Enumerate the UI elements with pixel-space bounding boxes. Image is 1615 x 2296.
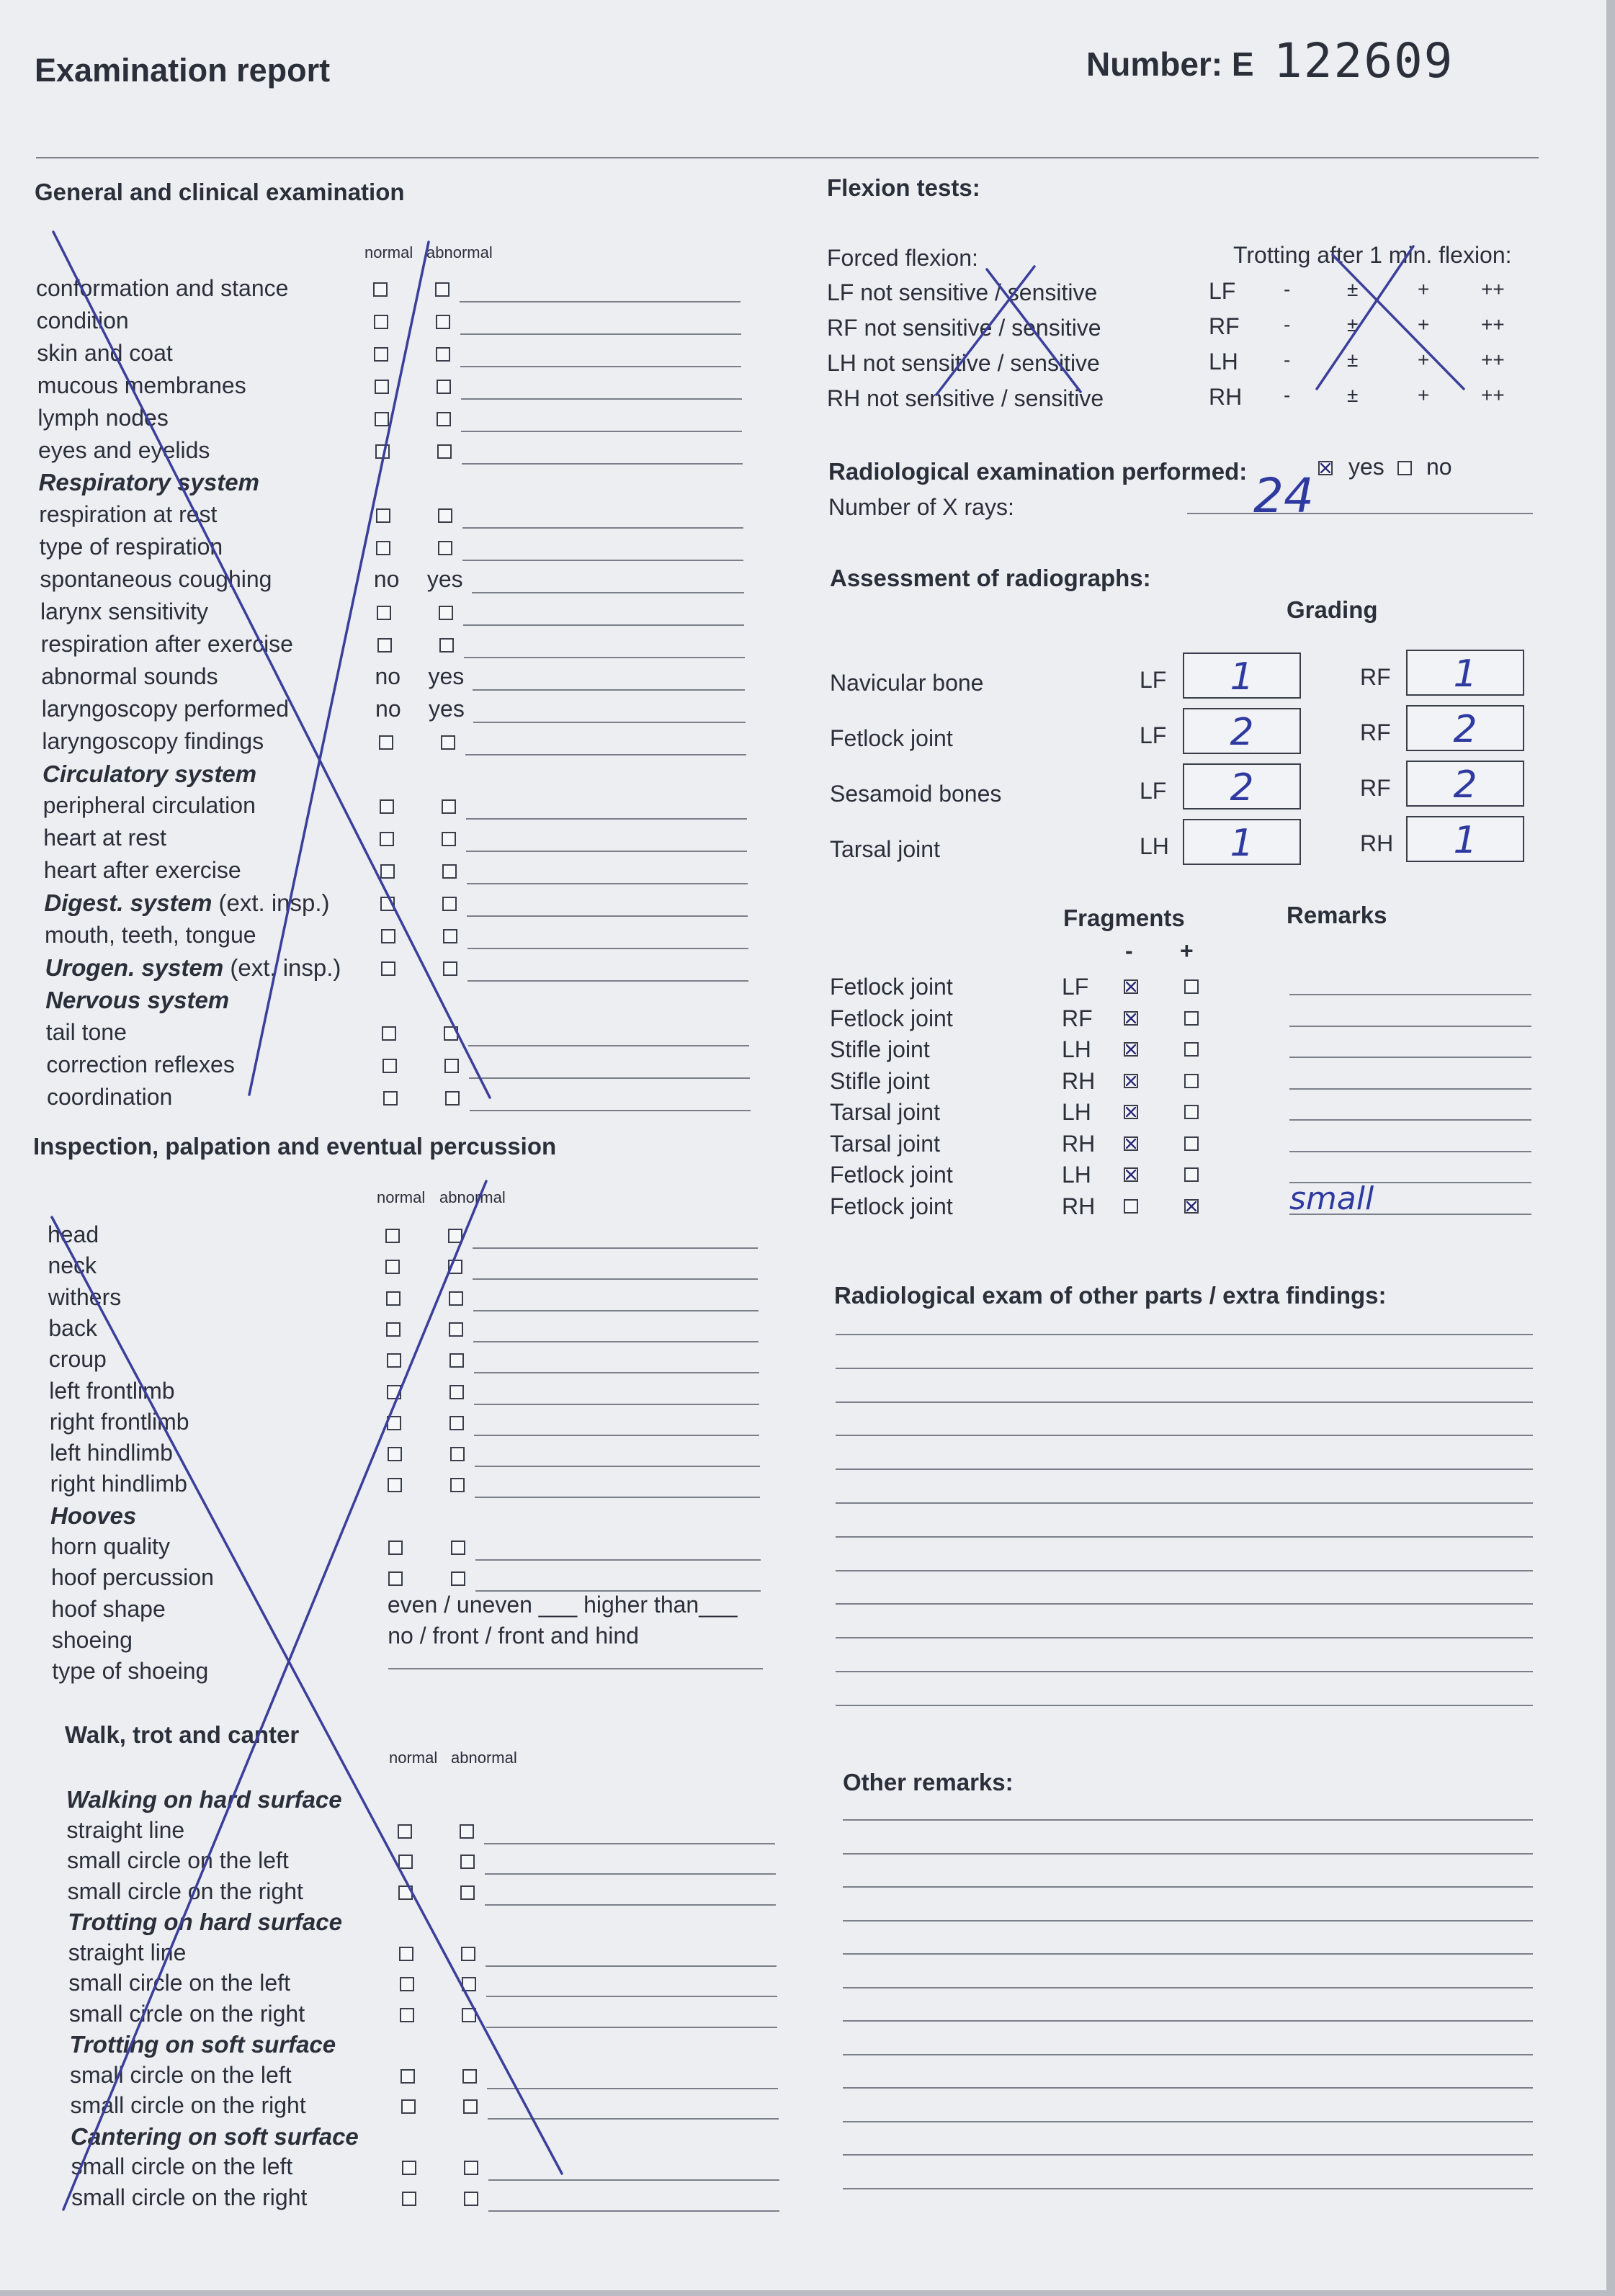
walk-col-abnormal: abnormal — [451, 1749, 517, 1767]
general-row-label: mucous membranes — [37, 372, 246, 398]
inspection-row-label: horn quality — [50, 1533, 170, 1559]
general-group-heading: Circulatory system — [42, 760, 257, 787]
walk-row-label: small circle on the right — [71, 2184, 308, 2210]
general-group-heading: Digest. system (ext. insp.) — [44, 889, 330, 917]
report-number-label: Number: E — [1086, 45, 1254, 83]
walk-group-heading: Trotting on hard surface — [68, 1909, 342, 1935]
inspection-row-label: type of shoeing — [52, 1658, 209, 1685]
assessment-leg2: RF — [1360, 664, 1391, 690]
inspection-col-normal: normal — [377, 1188, 426, 1206]
flexion-title: Flexion tests: — [827, 174, 980, 201]
strike-inspection-b — [63, 1181, 486, 2210]
trot-scale-option[interactable]: + — [1418, 278, 1430, 300]
radiological-no-label: no — [1426, 454, 1452, 480]
strike-trot-b — [1333, 255, 1464, 389]
trot-leg-label: LF — [1209, 278, 1236, 304]
assessment-leg1: LF — [1140, 778, 1167, 804]
assessment-title: Assessment of radiographs: — [830, 565, 1151, 591]
trot-scale-option[interactable]: - — [1284, 349, 1291, 371]
trotting-flexion-label: Trotting after 1 min. flexion: — [1233, 242, 1512, 268]
walk-group-heading: Walking on hard surface — [66, 1786, 342, 1813]
fragments-plus-header: + — [1180, 938, 1194, 964]
trot-scale-option[interactable]: ± — [1347, 313, 1359, 336]
xrays-label: Number of X rays: — [828, 494, 1014, 520]
assessment-leg2: RF — [1360, 719, 1391, 745]
walk-row-label: small circle on the left — [68, 1970, 290, 1996]
walk-row-label: straight line — [66, 1816, 185, 1843]
walk-row-label: small circle on the left — [67, 1847, 289, 1873]
grade-value-1: 1 — [1230, 822, 1254, 865]
general-row-label: type of respiration — [39, 534, 223, 560]
general-yes-option[interactable]: yes — [426, 566, 463, 593]
assessment-row-label: Fetlock joint — [830, 725, 953, 751]
general-row-label: skin and coat — [37, 339, 173, 366]
fragment-joint-label: Tarsal joint — [830, 1130, 940, 1157]
inspection-row-label: hoof percussion — [50, 1564, 214, 1591]
assessment-leg1: LF — [1140, 667, 1167, 693]
inspection-row-label: shoeing — [51, 1626, 133, 1653]
grade-value-1: 1 — [1230, 655, 1254, 699]
general-yes-option[interactable]: yes — [428, 663, 465, 689]
inspection-row-label: left hindlimb — [50, 1440, 173, 1466]
trot-scale-option[interactable]: + — [1418, 384, 1430, 406]
inspection-row-label: hoof shape — [51, 1595, 166, 1622]
fragment-joint-label: Tarsal joint — [830, 1099, 940, 1125]
general-no-option[interactable]: no — [375, 695, 401, 722]
walk-row-label: straight line — [68, 1939, 187, 1965]
other-parts-title: Radiological exam of other parts / extra findings: — [834, 1282, 1387, 1309]
fragment-leg-label: RH — [1062, 1193, 1096, 1219]
trot-scale-option[interactable]: ++ — [1481, 384, 1505, 406]
fragment-joint-label: Fetlock joint — [830, 1162, 953, 1188]
fragment-leg-label: LH — [1062, 1099, 1091, 1125]
trot-leg-label: RF — [1209, 313, 1240, 339]
radiological-performed-label: Radiological examination performed: — [828, 458, 1248, 485]
assessment-leg2: RF — [1360, 775, 1391, 801]
assessment-row-label: Navicular bone — [830, 670, 984, 696]
walk-row-label: small circle on the left — [71, 2153, 293, 2179]
general-row-label: heart at rest — [43, 825, 166, 851]
general-col-normal: normal — [364, 243, 413, 261]
forced-flexion-label: Forced flexion: — [827, 245, 978, 271]
forced-flexion-option[interactable]: RH not sensitive / sensitive — [827, 385, 1104, 411]
forced-flexion-option[interactable]: LF not sensitive / sensitive — [827, 279, 1098, 305]
trot-scale-option[interactable]: ± — [1347, 349, 1359, 371]
fragment-joint-label: Fetlock joint — [830, 974, 953, 1000]
trot-scale-option[interactable]: ++ — [1481, 278, 1505, 300]
walk-group-heading: Cantering on soft surface — [71, 2122, 359, 2150]
general-group-heading: Urogen. system (ext. insp.) — [45, 954, 341, 981]
grade-value-2: 1 — [1453, 653, 1477, 696]
general-row-label: eyes and eyelids — [38, 436, 210, 463]
assessment-row-label: Sesamoid bones — [830, 781, 1002, 807]
inspection-row-label: left frontlimb — [49, 1377, 175, 1404]
trot-scale-option[interactable]: - — [1284, 384, 1291, 406]
walk-row-label: small circle on the right — [67, 1878, 303, 1904]
general-no-option[interactable]: no — [375, 663, 401, 689]
general-row-label: tail tone — [45, 1018, 127, 1045]
trot-scale-option[interactable]: + — [1418, 313, 1430, 336]
general-row-label: condition — [36, 307, 129, 333]
fragment-joint-label: Fetlock joint — [830, 1005, 953, 1031]
other-remarks-title: Other remarks: — [843, 1769, 1014, 1795]
grade-value-2: 2 — [1453, 763, 1477, 807]
inspection-row-label: neck — [48, 1252, 97, 1279]
general-row-label: heart after exercise — [43, 857, 241, 884]
fragment-leg-label: RH — [1062, 1130, 1096, 1157]
general-row-label: respiration at rest — [39, 501, 218, 528]
trot-scale-option[interactable]: + — [1418, 349, 1430, 371]
trot-leg-label: LH — [1209, 349, 1238, 375]
walk-row-label: small circle on the left — [69, 2061, 292, 2088]
grade-value-1: 2 — [1230, 711, 1254, 754]
general-group-heading: Respiratory system — [38, 469, 259, 496]
report-title: Examination report — [35, 52, 331, 89]
general-row-label: coordination — [47, 1083, 173, 1110]
general-row-label: laryngoscopy performed — [41, 695, 290, 722]
general-row-label: respiration after exercise — [40, 630, 293, 657]
general-row-label: spontaneous coughing — [40, 566, 272, 593]
fragment-joint-label: Stifle joint — [830, 1036, 930, 1062]
walk-row-label: small circle on the right — [70, 2092, 306, 2118]
general-yes-option[interactable]: yes — [429, 695, 465, 722]
general-no-option[interactable]: no — [373, 566, 400, 593]
grade-value-2: 1 — [1453, 819, 1477, 862]
inspection-options-text[interactable]: even / uneven ___ higher than___ — [387, 1591, 738, 1618]
inspection-section-title: Inspection, palpation and eventual percussion — [33, 1133, 557, 1160]
strike-flexion-a — [936, 266, 1034, 395]
fragment-leg-label: RF — [1062, 1005, 1093, 1031]
fragment-remark-text[interactable]: small — [1289, 1180, 1374, 1217]
strike-flexion-b — [987, 269, 1081, 392]
general-row-label: laryngoscopy findings — [42, 727, 264, 754]
inspection-row-label: back — [48, 1314, 97, 1341]
assessment-leg1: LF — [1140, 722, 1167, 748]
grade-value-1: 2 — [1230, 766, 1254, 810]
inspection-row-label: right hindlimb — [50, 1471, 187, 1497]
trot-scale-option[interactable]: ± — [1347, 278, 1359, 300]
general-row-label: peripheral circulation — [42, 792, 256, 819]
general-row-label: abnormal sounds — [41, 663, 218, 689]
radiological-yes-label: yes — [1348, 454, 1384, 480]
fragments-title: Fragments — [1063, 905, 1185, 931]
general-group-suffix: (ext. insp.) — [212, 889, 330, 917]
inspection-group-heading: Hooves — [50, 1502, 137, 1529]
general-row-label: conformation and stance — [36, 275, 289, 301]
xrays-value[interactable]: 24 — [1253, 468, 1314, 524]
general-row-label: larynx sensitivity — [40, 598, 208, 624]
forced-flexion-option[interactable]: LH not sensitive / sensitive — [827, 350, 1100, 376]
fragment-joint-label: Fetlock joint — [830, 1193, 953, 1219]
general-col-abnormal: abnormal — [426, 243, 493, 261]
walk-section-title: Walk, trot and canter — [65, 1721, 300, 1748]
assessment-row-label: Tarsal joint — [830, 836, 940, 862]
trot-scale-option[interactable]: - — [1284, 278, 1291, 300]
assessment-leg1: LH — [1140, 833, 1169, 859]
general-row-label: mouth, teeth, tongue — [45, 922, 256, 948]
general-group-heading: Nervous system — [45, 986, 230, 1013]
trot-scale-option[interactable]: ++ — [1481, 349, 1505, 371]
inspection-row-label: head — [48, 1221, 99, 1247]
inspection-row-label: right frontlimb — [49, 1408, 189, 1435]
fragment-leg-label: LH — [1062, 1162, 1091, 1188]
trot-scale-option[interactable]: ± — [1347, 384, 1359, 406]
assessment-leg2: RH — [1360, 830, 1394, 856]
strike-inspection-a — [49, 1217, 562, 2174]
strike-general-b — [249, 242, 429, 1095]
grading-label: Grading — [1287, 596, 1378, 623]
fragment-joint-label: Stifle joint — [830, 1067, 930, 1094]
inspection-options-text[interactable]: no / front / front and hind — [388, 1622, 639, 1649]
strike-trot-a — [1317, 246, 1413, 389]
general-row-label: lymph nodes — [37, 404, 169, 431]
inspection-col-abnormal: abnormal — [439, 1188, 506, 1206]
general-group-suffix: (ext. insp.) — [223, 954, 341, 981]
fragment-leg-label: LF — [1062, 974, 1089, 1000]
strike-general-a — [53, 232, 490, 1098]
inspection-row-label: croup — [48, 1346, 107, 1373]
fragment-leg-label: RH — [1062, 1067, 1096, 1094]
fragments-minus-header: - — [1125, 938, 1133, 964]
forced-flexion-option[interactable]: RF not sensitive / sensitive — [827, 315, 1101, 341]
general-row-label: correction reflexes — [46, 1051, 235, 1077]
inspection-row-label: withers — [48, 1283, 122, 1310]
trot-scale-option[interactable]: ++ — [1481, 313, 1505, 336]
remarks-title: Remarks — [1287, 902, 1387, 928]
walk-col-normal: normal — [389, 1749, 438, 1767]
walk-row-label: small circle on the right — [68, 2000, 305, 2027]
fragment-leg-label: LH — [1062, 1036, 1091, 1062]
grade-value-2: 2 — [1453, 708, 1477, 751]
general-section-title: General and clinical examination — [35, 179, 405, 205]
trot-leg-label: RH — [1209, 384, 1243, 410]
report-number-value: 122609 — [1274, 33, 1454, 89]
trot-scale-option[interactable]: - — [1284, 313, 1291, 336]
walk-group-heading: Trotting on soft surface — [69, 2031, 336, 2058]
